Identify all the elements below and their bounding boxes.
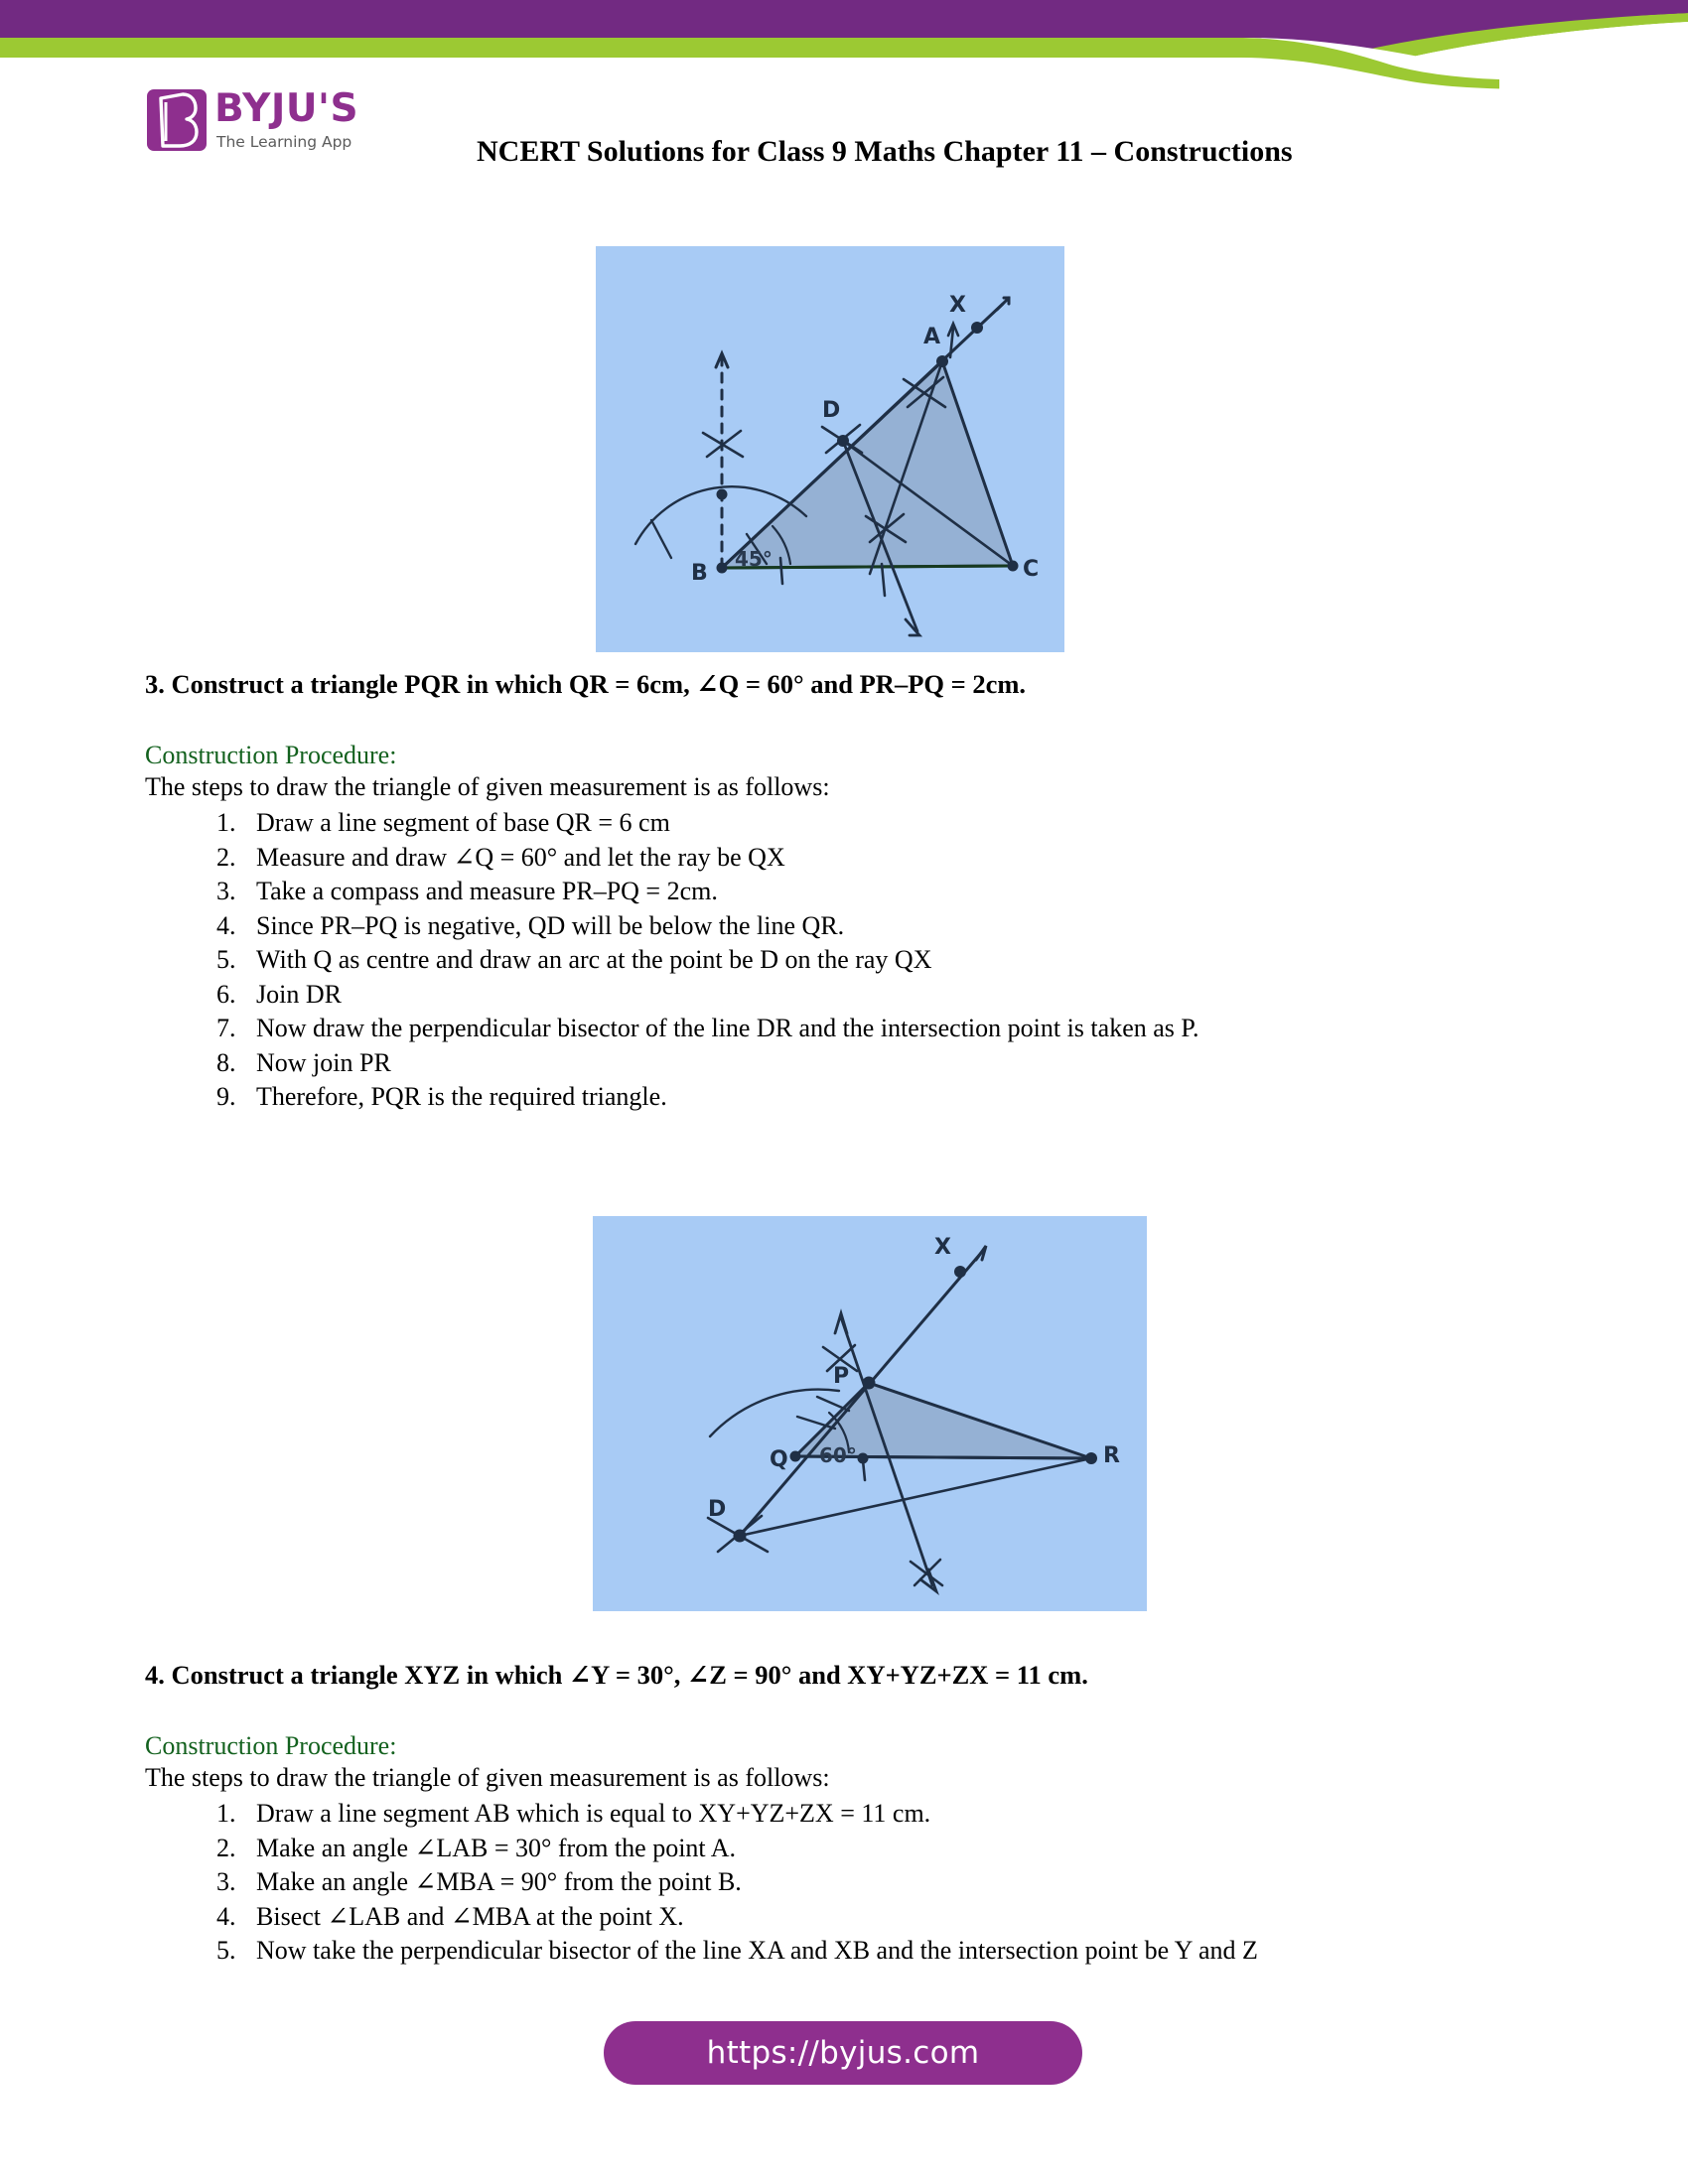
byjus-logo-mark-icon xyxy=(147,89,207,151)
list-item: 2. Measure and draw ∠Q = 60° and let the ray be QX xyxy=(242,841,1454,876)
list-item: 4. Bisect ∠LAB and ∠MBA at the point X. xyxy=(242,1900,1523,1935)
q3-steps-list xyxy=(169,806,1454,1115)
list-item: 5. Now take the perpendicular bisector of the line XA and XB and the intersection point be Y and Z xyxy=(242,1934,1523,1969)
q4-heading: 4. Construct a triangle XYZ in which ∠Y = 30°, ∠Z = 90° and XY+YZ+ZX = 11 cm. xyxy=(145,1660,1088,1690)
list-item: 4. Since PR–PQ is negative, QD will be below the line QR. xyxy=(242,909,1454,944)
q4-procedure-label: Construction Procedure: xyxy=(145,1731,397,1760)
footer-url-label: https://byjus.com xyxy=(706,2035,980,2071)
figure2-label-d: D xyxy=(708,1497,727,1522)
list-item: 1. Draw a line segment AB which is equal to XY+YZ+ZX = 11 cm. xyxy=(242,1797,1523,1832)
byjus-logo-wordmark: BYJU'S xyxy=(214,86,359,131)
figure2-label-x: X xyxy=(934,1235,951,1260)
list-item: 1. Draw a line segment of base QR = 6 cm xyxy=(242,806,1454,841)
figure2-angle-label: 60° xyxy=(819,1443,857,1467)
list-item: 3. Make an angle ∠MBA = 90° from the point B. xyxy=(242,1865,1523,1900)
q3-procedure-intro: The steps to draw the triangle of given measurement is as follows: xyxy=(145,772,830,801)
list-item: 5. With Q as centre and draw an arc at the point be D on the ray QX xyxy=(242,943,1454,978)
figure1-label-d: D xyxy=(822,398,841,423)
list-item: 7. Now draw the perpendicular bisector of the line DR and the intersection point is taken as P. xyxy=(242,1012,1454,1046)
list-item: 3. Take a compass and measure PR–PQ = 2cm. xyxy=(242,875,1454,909)
figure2-label-p: P xyxy=(833,1364,850,1389)
figure1-label-c: C xyxy=(1023,557,1040,582)
figure-triangle-pqr xyxy=(593,1216,1147,1611)
q4-steps-list xyxy=(169,1797,1523,1969)
list-item: 9. Therefore, PQR is the required triangle. xyxy=(242,1080,1454,1115)
byjus-logo xyxy=(147,87,435,165)
figure1-label-a: A xyxy=(923,325,941,349)
figure2-label-q: Q xyxy=(770,1447,788,1472)
q3-heading: 3. Construct a triangle PQR in which QR = 6cm, ∠Q = 60° and PR–PQ = 2cm. xyxy=(145,669,1027,699)
list-item: 8. Now join PR xyxy=(242,1046,1454,1081)
figure1-label-x: X xyxy=(949,293,966,318)
footer-url-button[interactable] xyxy=(604,2021,1082,2085)
q4-procedure-intro: The steps to draw the triangle of given measurement is as follows: xyxy=(145,1763,830,1792)
byjus-logo-tagline: The Learning App xyxy=(216,133,352,151)
list-item: 6. Join DR xyxy=(242,978,1454,1013)
figure2-label-r: R xyxy=(1103,1443,1120,1468)
page-title: NCERT Solutions for Class 9 Maths Chapter 11 – Constructions xyxy=(477,135,1293,168)
figure-triangle-abc xyxy=(596,246,1064,652)
list-item: 2. Make an angle ∠LAB = 30° from the point A. xyxy=(242,1832,1523,1866)
figure1-label-b: B xyxy=(691,561,708,586)
q3-procedure-label: Construction Procedure: xyxy=(145,741,397,769)
figure1-angle-label: 45° xyxy=(735,547,773,571)
header-banner xyxy=(0,0,1688,89)
